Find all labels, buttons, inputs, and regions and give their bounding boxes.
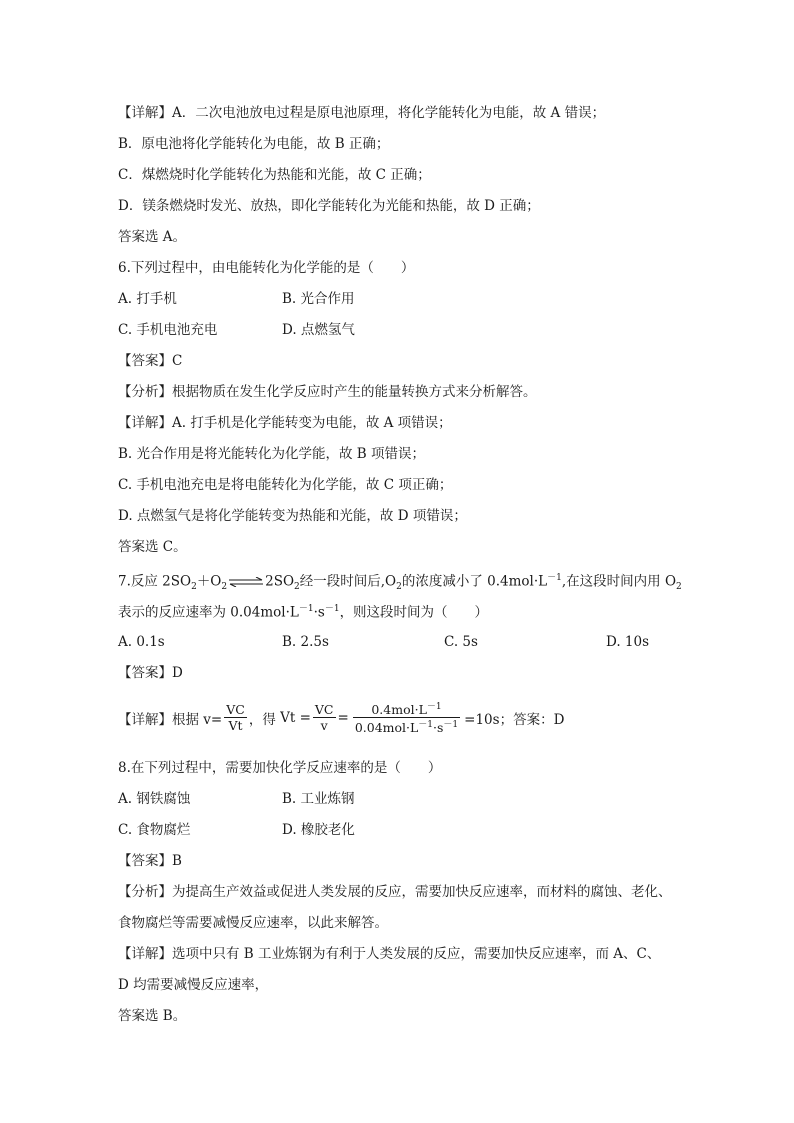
q6-detail-b: B. 光合作用是将光能转化为化学能，故 B 项错误； — [118, 446, 426, 462]
q7-option-c: C. 5s — [444, 634, 478, 650]
q7-option-a: A. 0.1s — [118, 634, 165, 650]
q8-answer: 【答案】B — [118, 853, 182, 869]
answer-select-5: 答案选 A。 — [118, 229, 187, 245]
question-8: 8.在下列过程中，需要加快化学反应速率的是（ ） — [118, 760, 442, 776]
q8-detail-line-1: 【详解】选项中只有 B 工业炼钢为有利于人类发展的反应，需要加快反应速率，而 A、C、 — [118, 946, 661, 962]
explanation-line-b: B．原电池将化学能转化为电能，故 B 正确； — [118, 136, 390, 152]
q6-option-d: D. 点燃氢气 — [282, 322, 355, 338]
question-7-line-2: 表示的反应速率为 $0.04mol\cdot L^{-1}\cdot s^{-1}$，则这段时间为（ ） — [118, 604, 489, 621]
q6-option-c: C. 手机电池充电 — [118, 322, 218, 338]
explanation-line-d: D．镁条燃烧时发光、放热，即化学能转化为光能和热能，故 D 正确； — [118, 198, 540, 214]
q7-option-d: D. 10s — [606, 634, 650, 650]
q8-option-c: C. 食物腐烂 — [118, 822, 191, 838]
q6-analysis: 【分析】根据物质在发生化学反应时产生的能量转换方式来分析解答。 — [118, 384, 537, 400]
q8-analysis-line-2: 食物腐烂等需要减慢反应速率，以此来解答。 — [118, 915, 388, 931]
q8-detail-line-2: D 均需要减慢反应速率， — [118, 977, 269, 993]
q8-option-d: D. 橡胶老化 — [282, 822, 355, 838]
question-6: 6.下列过程中，由电能转化为化学能的是（ ） — [118, 260, 415, 276]
question-7-line-1: 7.反应 $2SO_2+O_2$ $2SO_2$经一段时间后$,O_2$的浓度减小了 $0.4mol\cdot L^{-1}$,在这段时间内用 $O_2$ — [118, 573, 682, 593]
q6-option-a: A. 打手机 — [118, 291, 177, 307]
q8-option-b: B. 工业炼钢 — [282, 791, 355, 807]
q7-detail-formula: 【详解】根据 v= $\frac{VC}{Vt}$ ，得 Vt = $\frac{VC}{v}$ = $\frac{0.4mol\cdot L^{-1}}{0.04mol\cdot L^{-1}\cdot s^{-1}}$ =10s；答案：D — [118, 702, 565, 736]
q7-option-b: B. 2.5s — [282, 634, 329, 650]
q6-answer-select: 答案选 C。 — [118, 539, 187, 555]
q8-answer-select: 答案选 B。 — [118, 1008, 187, 1024]
fraction-vc-v: $\frac{VC}{v}$ — [314, 702, 334, 734]
fraction-vc-vt: $\frac{VC}{Vt}$ — [226, 702, 245, 734]
q6-option-b: B. 光合作用 — [282, 291, 355, 307]
q6-detail-d: D. 点燃氢气是将化学能转变为热能和光能，故 D 项错误； — [118, 508, 467, 524]
fraction-values: $\frac{0.4mol\cdot L^{-1}}{0.04mol\cdot L^{-1}\cdot s^{-1}}$ — [354, 702, 459, 736]
explanation-line-c: C．煤燃烧时化学能转化为热能和光能，故 C 正确； — [118, 167, 431, 183]
q8-analysis-line-1: 【分析】为提高生产效益或促进人类发展的反应，需要加快反应速率，而材料的腐蚀、老化、 — [118, 884, 672, 900]
equilibrium-arrow-icon — [228, 577, 264, 587]
q6-detail-c: C. 手机电池充电是将电能转化为化学能，故 C 项正确； — [118, 477, 453, 493]
explanation-line-a: 【详解】A．二次电池放电过程是原电池原理，将化学能转化为电能，故 A 错误； — [118, 105, 606, 121]
q7-answer: 【答案】D — [118, 665, 183, 681]
q6-detail-a: 【详解】A. 打手机是化学能转变为电能，故 A 项错误； — [118, 415, 452, 431]
q8-option-a: A. 钢铁腐蚀 — [118, 791, 191, 807]
q6-answer: 【答案】C — [118, 353, 183, 369]
